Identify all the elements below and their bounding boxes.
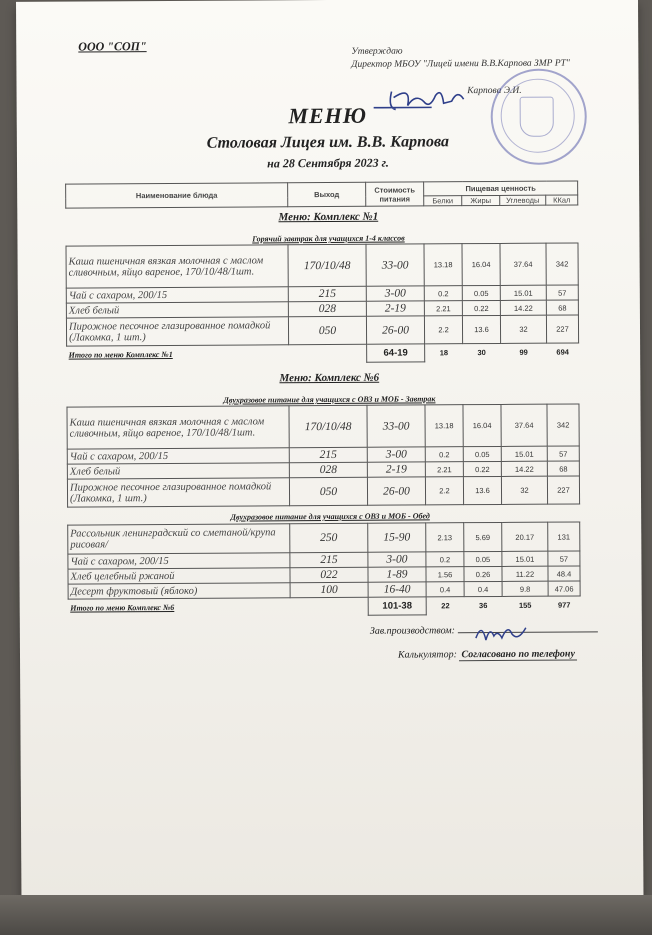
dish-fat: 16.04 bbox=[463, 404, 501, 446]
dish-fat: 0.05 bbox=[462, 285, 500, 300]
total-label: Итого по меню Комплекс №6 bbox=[70, 603, 175, 613]
dish-carbs: 11.22 bbox=[502, 566, 548, 581]
approval-signer: Карпова Э.И. bbox=[467, 85, 522, 97]
dish-yield: 170/10/48 bbox=[289, 405, 367, 447]
table-row bbox=[67, 404, 579, 449]
dish-fat: 13.6 bbox=[463, 476, 501, 504]
dish-fat: 0.4 bbox=[464, 581, 502, 596]
dish-cost: 1-89 bbox=[368, 567, 426, 582]
total-carbs: 99 bbox=[519, 348, 528, 358]
table-row bbox=[67, 476, 579, 507]
complex6-breakfast-table bbox=[66, 403, 580, 507]
approval-position: Директор МБОУ "Лицей имени В.В.Карпова ЗМР РТ" bbox=[351, 58, 570, 70]
dish-carbs: 14.22 bbox=[500, 300, 546, 315]
total-row bbox=[67, 343, 579, 364]
dish-cost: 2-19 bbox=[367, 462, 425, 477]
complex1-table bbox=[65, 242, 579, 364]
dish-kcal: 68 bbox=[547, 461, 579, 476]
dish-carbs: 15.01 bbox=[501, 446, 547, 461]
dish-yield: 050 bbox=[288, 316, 366, 344]
dish-kcal: 131 bbox=[548, 522, 580, 551]
dish-cost: 2-19 bbox=[366, 301, 424, 316]
dish-name: Чай с сахаром, 200/15 bbox=[66, 287, 288, 303]
dish-fat: 16.04 bbox=[462, 243, 500, 285]
header-yield: Выход bbox=[288, 182, 366, 206]
dish-cost: 16-40 bbox=[368, 582, 426, 597]
dish-kcal: 342 bbox=[547, 404, 579, 446]
dish-carbs: 15.01 bbox=[502, 551, 548, 566]
dish-cost: 26-00 bbox=[366, 316, 424, 344]
dish-yield: 022 bbox=[290, 567, 368, 582]
dish-fat: 0.26 bbox=[464, 566, 502, 581]
dish-fat: 0.22 bbox=[462, 300, 500, 315]
page-title: МЕНЮ bbox=[288, 102, 368, 129]
dish-kcal: 342 bbox=[546, 243, 578, 285]
table-row bbox=[66, 243, 578, 288]
dish-carbs: 14.22 bbox=[501, 461, 547, 476]
dish-name: Чай с сахаром, 200/15 bbox=[67, 448, 289, 464]
menu-date: на 28 Сентября 2023 г. bbox=[267, 155, 389, 171]
canteen-name: Столовая Лицея им. В.В. Карпова bbox=[206, 133, 450, 152]
dish-protein: 2.2 bbox=[425, 477, 463, 505]
table-row bbox=[68, 522, 580, 554]
dish-cost: 15-90 bbox=[368, 523, 426, 552]
dish-carbs: 32 bbox=[501, 476, 547, 504]
dish-kcal: 48.4 bbox=[548, 566, 580, 581]
dish-name: Каша пшеничная вязкая молочная с маслом сливочным, яйцо вареное, 170/10/48/1шт. bbox=[67, 406, 289, 449]
total-fat: 36 bbox=[479, 601, 488, 611]
dish-name: Десерт фруктовый (яблоко) bbox=[68, 583, 290, 599]
production-sign-row bbox=[370, 624, 610, 636]
organization-name: ООО "СОП" bbox=[78, 39, 147, 54]
production-signature bbox=[471, 620, 531, 644]
dish-name: Хлеб белый bbox=[66, 302, 288, 318]
dish-carbs: 37.64 bbox=[500, 243, 546, 285]
total-cost: 101-38 bbox=[368, 597, 426, 615]
dish-fat: 0.22 bbox=[463, 461, 501, 476]
dish-protein: 2.2 bbox=[424, 316, 462, 344]
table-surface bbox=[0, 895, 652, 935]
header-cost: Стоимость питания bbox=[366, 182, 424, 206]
dish-name: Рассольник ленинградский со сметаной/крупа рисовая/ bbox=[68, 524, 290, 554]
menu-header-table bbox=[65, 180, 578, 208]
dish-carbs: 32 bbox=[500, 315, 546, 343]
complex1-group: Горячий завтрак для учащихся 1-4 классов bbox=[252, 233, 405, 244]
dish-carbs: 9.8 bbox=[502, 581, 548, 596]
dish-yield: 215 bbox=[288, 286, 366, 301]
dish-fat: 0.05 bbox=[463, 446, 501, 461]
dish-fat: 5.69 bbox=[464, 522, 502, 551]
total-cost: 64-19 bbox=[367, 344, 425, 362]
dish-protein: 13.18 bbox=[424, 244, 462, 286]
production-label: Зав.производством: bbox=[369, 625, 455, 637]
total-carbs: 155 bbox=[518, 601, 532, 611]
total-row bbox=[68, 596, 580, 617]
dish-protein: 2.21 bbox=[424, 301, 462, 316]
total-kcal: 977 bbox=[557, 600, 571, 610]
header-kcal: ККал bbox=[546, 195, 578, 205]
header-protein: Белки bbox=[424, 196, 462, 206]
dish-protein: 2.21 bbox=[425, 462, 463, 477]
dish-yield: 215 bbox=[289, 447, 367, 462]
dish-kcal: 227 bbox=[546, 315, 578, 343]
dish-kcal: 68 bbox=[546, 300, 578, 315]
total-protein: 22 bbox=[441, 601, 450, 611]
dish-cost: 3-00 bbox=[366, 286, 424, 301]
dish-yield: 215 bbox=[290, 552, 368, 567]
dish-name: Чай с сахаром, 200/15 bbox=[68, 553, 290, 569]
approval-heading: Утверждаю bbox=[351, 46, 403, 57]
dish-yield: 028 bbox=[289, 462, 367, 477]
dish-carbs: 37.64 bbox=[501, 404, 547, 446]
dish-protein: 0.2 bbox=[426, 552, 464, 567]
complex6-title: Меню: Комплекс №6 bbox=[279, 371, 380, 385]
header-dish: Наименование блюда bbox=[66, 183, 288, 208]
dish-cost: 33-00 bbox=[366, 244, 424, 286]
dish-fat: 13.6 bbox=[462, 315, 500, 343]
dish-yield: 028 bbox=[288, 301, 366, 316]
dish-cost: 33-00 bbox=[367, 405, 425, 447]
dish-name: Пирожное песочное глазированное помадкой (Лакомка, 1 шт.) bbox=[66, 317, 288, 346]
dish-protein: 0.2 bbox=[424, 286, 462, 301]
complex6-lunch-table bbox=[67, 521, 581, 617]
total-fat: 30 bbox=[477, 348, 486, 358]
complex6-group-breakfast: Двухразовое питание для учащихся с ОВЗ и МОБ - Завтрак bbox=[223, 394, 436, 405]
header-fat: Жиры bbox=[462, 195, 500, 205]
total-protein: 18 bbox=[439, 348, 449, 358]
dish-protein: 0.4 bbox=[426, 582, 464, 597]
dish-kcal: 227 bbox=[547, 476, 579, 504]
dish-yield: 250 bbox=[290, 523, 368, 552]
dish-protein: 13.18 bbox=[425, 405, 463, 447]
menu-document bbox=[16, 0, 643, 902]
production-signature-line bbox=[457, 631, 597, 633]
dish-cost: 3-00 bbox=[368, 552, 426, 567]
table-row bbox=[66, 315, 578, 346]
header-nutrition: Пищевая ценность bbox=[424, 181, 578, 196]
dish-yield: 050 bbox=[289, 477, 367, 505]
complex1-title: Меню: Комплекс №1 bbox=[278, 210, 379, 224]
calc-sign-row bbox=[398, 648, 638, 661]
calc-label: Калькулятор: bbox=[397, 649, 458, 661]
dish-kcal: 57 bbox=[548, 551, 580, 566]
dish-cost: 3-00 bbox=[367, 447, 425, 462]
dish-kcal: 57 bbox=[547, 446, 579, 461]
dish-carbs: 15.01 bbox=[500, 285, 546, 300]
dish-name: Каша пшеничная вязкая молочная с маслом сливочным, яйцо вареное, 170/10/48/1шт. bbox=[66, 245, 288, 288]
dish-kcal: 47.06 bbox=[548, 581, 580, 596]
dish-protein: 0.2 bbox=[425, 447, 463, 462]
dish-name: Пирожное песочное глазированное помадкой (Лакомка, 1 шт.) bbox=[67, 478, 289, 507]
dish-carbs: 20.17 bbox=[502, 522, 548, 551]
dish-name: Хлеб целебный ржаной bbox=[68, 568, 290, 584]
dish-protein: 2.13 bbox=[426, 523, 464, 552]
dish-fat: 0.05 bbox=[464, 551, 502, 566]
header-carbs: Углеводы bbox=[500, 195, 546, 205]
dish-kcal: 57 bbox=[546, 285, 578, 300]
total-label: Итого по меню Комплекс №1 bbox=[68, 350, 173, 360]
total-kcal: 694 bbox=[556, 347, 569, 357]
calc-value: Согласовано по телефону bbox=[459, 648, 577, 661]
dish-cost: 26-00 bbox=[367, 477, 425, 505]
dish-name: Хлеб белый bbox=[67, 463, 289, 479]
dish-protein: 1.56 bbox=[426, 567, 464, 582]
dish-yield: 170/10/48 bbox=[288, 244, 366, 286]
dish-yield: 100 bbox=[290, 582, 368, 597]
complex6-group-lunch: Двухразовое питание для учащихся с ОВЗ и МОБ - Обед bbox=[230, 511, 430, 522]
